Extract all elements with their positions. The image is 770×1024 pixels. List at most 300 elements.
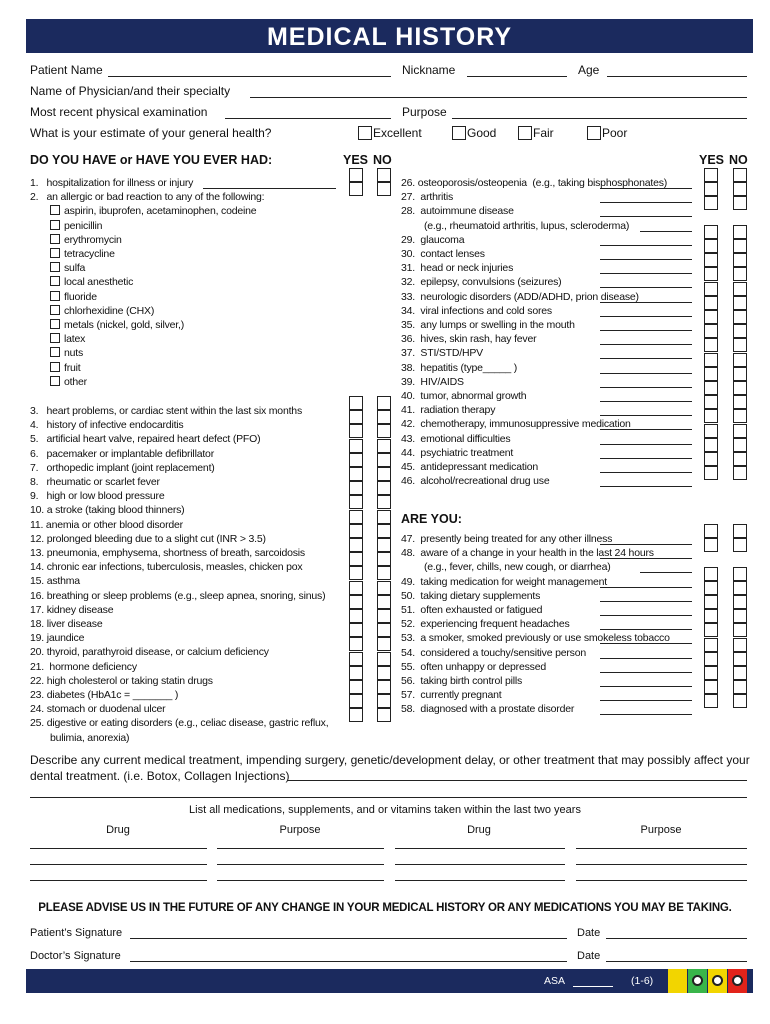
no-checkbox-right[interactable] [733, 609, 747, 623]
yes-checkbox-right[interactable] [704, 168, 718, 182]
item-line [640, 572, 692, 573]
yes-checkbox-15[interactable] [349, 566, 363, 580]
item-line [600, 429, 692, 430]
yes-checkbox-19[interactable] [349, 623, 363, 637]
yes-checkbox-5[interactable] [349, 424, 363, 438]
history-item-right: 37. STI/STD/HPV [401, 347, 483, 360]
advise-notice: PLEASE ADVISE US IN THE FUTURE OF ANY CHANGE IN YOUR MEDICAL HISTORY OR ANY MEDICATIONS YOU MAY BE TAKING. [38, 902, 732, 914]
no-checkbox-right[interactable] [733, 324, 747, 338]
yes-checkbox-right[interactable] [704, 638, 718, 652]
no-checkbox-6[interactable] [377, 439, 391, 453]
yes-checkbox-right[interactable] [704, 182, 718, 196]
col-drug-1: Drug [106, 824, 130, 836]
item-line [600, 245, 692, 246]
allergy-checkbox[interactable] [50, 205, 60, 215]
page-title: MEDICAL HISTORY [26, 19, 753, 53]
no-checkbox-19[interactable] [377, 623, 391, 637]
asa-label: ASA [544, 975, 566, 987]
item-line [600, 188, 692, 189]
no-checkbox-4[interactable] [377, 410, 391, 424]
no-checkbox-right[interactable] [733, 524, 747, 538]
no-checkbox-right[interactable] [733, 438, 747, 452]
yes-checkbox-right[interactable] [704, 296, 718, 310]
item-line [600, 587, 692, 588]
yes-checkbox-23[interactable] [349, 680, 363, 694]
no-checkbox-right[interactable] [733, 182, 747, 196]
no-checkbox-20[interactable] [377, 637, 391, 651]
medication-field[interactable] [217, 880, 384, 881]
yes-checkbox-18[interactable] [349, 609, 363, 623]
asa-range: (1-6) [631, 975, 654, 987]
yes-checkbox-right[interactable] [704, 367, 718, 381]
history-item-25: 25. digestive or eating disorders (e.g., celiac disease, gastric reflux, [30, 717, 329, 730]
no-checkbox-13[interactable] [377, 538, 391, 552]
item-line [600, 415, 692, 416]
item-line [600, 259, 692, 260]
yes-checkbox-right[interactable] [704, 623, 718, 637]
allergy-checkbox[interactable] [50, 362, 60, 372]
history-item-13: 13. pneumonia, emphysema, shortness of breath, sarcoidosis [30, 547, 305, 559]
item-line [600, 330, 692, 331]
allergy-label: fruit [64, 361, 81, 374]
history-item-right: 58. diagnosed with a prostate disorder [401, 703, 575, 716]
no-checkbox-right[interactable] [733, 638, 747, 652]
no-checkbox-right[interactable] [733, 282, 747, 296]
allergy-label: penicillin [64, 219, 103, 232]
allergy-checkbox[interactable] [50, 234, 60, 244]
history-item-15: 15. asthma [30, 575, 80, 588]
item-line [600, 273, 692, 274]
nickname-label: Nickname [402, 63, 456, 77]
describe-field-1[interactable] [287, 780, 747, 781]
history-item-25-cont: bulimia, anorexia) [50, 731, 130, 744]
history-heading: DO YOU HAVE or HAVE YOU EVER HAD: [30, 153, 273, 167]
no-checkbox-right[interactable] [733, 680, 747, 694]
history-item-right: (e.g., rheumatoid arthritis, lupus, scleroderma) [424, 219, 630, 232]
no-header-left: NO [373, 153, 392, 167]
patient-name-field[interactable] [108, 76, 391, 77]
item-line [600, 714, 692, 715]
item-line [600, 472, 692, 473]
asa-color-swatch [668, 969, 687, 993]
item-line [600, 615, 692, 616]
history-item-4: 4. history of infective endocarditis [30, 419, 184, 432]
history-item-right: 26. osteoporosis/osteopenia (e.g., taking bisphosphonates) [401, 177, 668, 189]
item-line [600, 643, 692, 644]
no-checkbox-11[interactable] [377, 510, 391, 524]
medication-field[interactable] [576, 848, 747, 849]
yes-checkbox-right[interactable] [704, 666, 718, 680]
history-item-right: 32. epilepsy, convulsions (seizures) [401, 276, 562, 289]
yes-checkbox-7[interactable] [349, 453, 363, 467]
allergy-checkbox[interactable] [50, 248, 60, 258]
history-item-22: 22. high cholesterol or taking statin drugs [30, 674, 213, 687]
asa-circle-option[interactable] [692, 975, 703, 986]
history-item-3: 3. heart problems, or cardiac stent within the last six months [30, 405, 302, 417]
no-checkbox-right[interactable] [733, 538, 747, 552]
history-item-right: 53. a smoker, smoked previously or use smokeless tobacco [401, 632, 670, 645]
patient-signature-field[interactable] [130, 938, 567, 939]
item-line [600, 344, 692, 345]
patient-date-field[interactable] [606, 938, 747, 939]
yes-checkbox-right[interactable] [704, 395, 718, 409]
history-item-9: 9. high or low blood pressure [30, 490, 165, 503]
yes-checkbox-2[interactable] [349, 182, 363, 196]
exam-field[interactable] [225, 118, 391, 119]
no-checkbox-right[interactable] [733, 253, 747, 267]
item-line [600, 202, 692, 203]
history-item-8: 8. rheumatic or scarlet fever [30, 476, 160, 488]
item-line [600, 387, 692, 388]
no-header-right: NO [729, 153, 748, 167]
purpose-label: Purpose [402, 105, 447, 119]
yes-header-right: YES [699, 153, 725, 167]
history-item-12: 12. prolonged bleeding due to a slight cut (INR > 3.5) [30, 532, 266, 545]
no-checkbox-23[interactable] [377, 680, 391, 694]
item-line [600, 373, 692, 374]
yes-checkbox-right[interactable] [704, 310, 718, 324]
patient-date-label: Date [577, 927, 601, 939]
no-checkbox-2[interactable] [377, 182, 391, 196]
history-item-right: 51. often exhausted or fatigued [401, 604, 543, 616]
allergy-checkbox[interactable] [50, 291, 60, 301]
yes-checkbox-right[interactable] [704, 694, 718, 708]
history-item-11: 11. anemia or other blood disorder [30, 518, 183, 531]
yes-checkbox-25[interactable] [349, 708, 363, 722]
item-line [600, 558, 692, 559]
patient-signature-label: Patient’s Signature [30, 927, 123, 939]
no-checkbox-right[interactable] [733, 196, 747, 210]
yes-checkbox-right[interactable] [704, 409, 718, 423]
history-item-right: 55. often unhappy or depressed [401, 660, 546, 673]
no-checkbox-18[interactable] [377, 609, 391, 623]
yes-checkbox-right[interactable] [704, 652, 718, 666]
item-line [600, 358, 692, 359]
no-checkbox-right[interactable] [733, 168, 747, 182]
yes-checkbox-16[interactable] [349, 581, 363, 595]
history-item-right: 39. HIV/AIDS [401, 375, 464, 388]
describe-line2: dental treatment. (i.e. Botox, Collagen Injections) [30, 769, 290, 783]
history-item-right: 33. neurologic disorders (ADD/ADHD, prion disease) [401, 290, 639, 303]
yes-checkbox-right[interactable] [704, 581, 718, 595]
no-checkbox-right[interactable] [733, 338, 747, 352]
asa-field[interactable] [573, 986, 613, 987]
health-excellent-label: Excellent [373, 126, 422, 140]
yes-checkbox-right[interactable] [704, 196, 718, 210]
history-item-right: 34. viral infections and cold sores [401, 304, 552, 317]
age-field[interactable] [607, 76, 747, 77]
history-item-right: 27. arthritis [401, 191, 454, 204]
yes-checkbox-right[interactable] [704, 680, 718, 694]
history-item-right: 31. head or neck injuries [401, 262, 514, 275]
no-checkbox-24[interactable] [377, 694, 391, 708]
allergy-checkbox[interactable] [50, 220, 60, 230]
yes-checkbox-right[interactable] [704, 466, 718, 480]
health-label: What is your estimate of your general health? [30, 126, 272, 140]
no-checkbox-22[interactable] [377, 666, 391, 680]
no-checkbox-15[interactable] [377, 566, 391, 580]
no-checkbox-right[interactable] [733, 567, 747, 581]
yes-checkbox-right[interactable] [704, 324, 718, 338]
medication-field[interactable] [30, 864, 207, 865]
allergy-checkbox[interactable] [50, 262, 60, 272]
history-item-right: 42. chemotherapy, immunosuppressive medication [401, 418, 631, 431]
no-checkbox-1[interactable] [377, 168, 391, 182]
no-checkbox-right[interactable] [733, 310, 747, 324]
yes-checkbox-1[interactable] [349, 168, 363, 182]
history-item-right: 44. psychiatric treatment [401, 446, 514, 459]
medication-field[interactable] [217, 864, 384, 865]
history-item-right: 50. taking dietary supplements [401, 589, 541, 602]
age-label: Age [578, 63, 600, 77]
no-checkbox-7[interactable] [377, 453, 391, 467]
item-line [600, 672, 692, 673]
yes-checkbox-right[interactable] [704, 239, 718, 253]
history-item-18: 18. liver disease [30, 618, 103, 630]
no-checkbox-25[interactable] [377, 708, 391, 722]
yes-checkbox-right[interactable] [704, 267, 718, 281]
purpose-field[interactable] [452, 118, 747, 119]
yes-checkbox-3[interactable] [349, 396, 363, 410]
doctor-date-field[interactable] [606, 961, 747, 962]
medication-field[interactable] [30, 848, 207, 849]
no-checkbox-right[interactable] [733, 395, 747, 409]
health-poor-checkbox[interactable] [587, 126, 601, 140]
col-drug-2: Drug [467, 824, 491, 836]
item-line [600, 316, 692, 317]
item-line [600, 601, 692, 602]
history-item-right: 29. glaucoma [401, 233, 465, 246]
describe-field-2[interactable] [30, 797, 747, 798]
yes-header-left: YES [343, 153, 369, 167]
item-line [600, 544, 692, 545]
allergy-label: tetracycline [64, 248, 115, 260]
no-checkbox-5[interactable] [377, 424, 391, 438]
history-item-5: 5. artificial heart valve, repaired heart defect (PFO) [30, 433, 261, 446]
item-line [600, 401, 692, 402]
history-item-right: 28. autoimmune disease [401, 205, 514, 218]
history-item-1: 1. hospitalization for illness or injury [30, 177, 194, 189]
medications-heading: List all medications, supplements, and or vitamins taken within the last two years [189, 804, 581, 816]
patient-name-label: Patient Name [30, 63, 103, 77]
medication-field[interactable] [30, 880, 207, 881]
allergy-label: erythromycin [64, 233, 122, 246]
history-item-23: 23. diabetes (HbA1c = _______ ) [30, 689, 179, 701]
health-fair-label: Fair [533, 126, 554, 140]
allergy-checkbox[interactable] [50, 347, 60, 357]
medication-field[interactable] [576, 864, 747, 865]
no-checkbox-right[interactable] [733, 652, 747, 666]
allergy-label: other [64, 375, 87, 388]
yes-checkbox-right[interactable] [704, 452, 718, 466]
yes-checkbox-8[interactable] [349, 467, 363, 481]
history-item-right: 43. emotional difficulties [401, 432, 511, 445]
health-fair-checkbox[interactable] [518, 126, 532, 140]
no-checkbox-10[interactable] [377, 495, 391, 509]
physician-label: Name of Physician/and their specialty [30, 84, 231, 98]
asa-circle-option[interactable] [732, 975, 743, 986]
history-item-right: 41. radiation therapy [401, 404, 496, 417]
history-item-20: 20. thyroid, parathyroid disease, or calcium deficiency [30, 646, 269, 659]
yes-checkbox-10[interactable] [349, 495, 363, 509]
history-item-right: 46. alcohol/recreational drug use [401, 475, 550, 488]
yes-checkbox-21[interactable] [349, 652, 363, 666]
no-checkbox-right[interactable] [733, 466, 747, 480]
allergy-checkbox[interactable] [50, 305, 60, 315]
medication-field[interactable] [395, 848, 565, 849]
yes-checkbox-17[interactable] [349, 595, 363, 609]
doctor-signature-field[interactable] [130, 961, 567, 962]
yes-checkbox-9[interactable] [349, 481, 363, 495]
item-line [600, 700, 692, 701]
allergy-checkbox[interactable] [50, 276, 60, 286]
item-line [600, 287, 692, 288]
history-item-19: 19. jaundice [30, 632, 85, 645]
no-checkbox-right[interactable] [733, 239, 747, 253]
history-item-right: 30. contact lenses [401, 248, 485, 260]
history-item-6: 6. pacemaker or implantable defibrillator [30, 447, 214, 460]
no-checkbox-right[interactable] [733, 296, 747, 310]
history-item-7: 7. orthopedic implant (joint replacement) [30, 461, 215, 474]
no-checkbox-8[interactable] [377, 467, 391, 481]
no-checkbox-12[interactable] [377, 524, 391, 538]
health-excellent-checkbox[interactable] [358, 126, 372, 140]
yes-checkbox-24[interactable] [349, 694, 363, 708]
history-item-right: 35. any lumps or swelling in the mouth [401, 319, 575, 331]
yes-checkbox-right[interactable] [704, 424, 718, 438]
col-purpose-1: Purpose [279, 824, 321, 836]
footer-bar [26, 969, 753, 993]
yes-checkbox-right[interactable] [704, 253, 718, 267]
item-line [600, 686, 692, 687]
no-checkbox-right[interactable] [733, 581, 747, 595]
allergy-label: nuts [64, 347, 84, 360]
health-good-label: Good [467, 126, 497, 140]
history-item-right: 36. hives, skin rash, hay fever [401, 333, 537, 346]
no-checkbox-17[interactable] [377, 595, 391, 609]
physician-field[interactable] [250, 97, 747, 98]
no-checkbox-right[interactable] [733, 623, 747, 637]
item-line [600, 486, 692, 487]
history-item-right: 48. aware of a change in your health in the last 24 hours [401, 547, 654, 560]
yes-checkbox-12[interactable] [349, 524, 363, 538]
yes-checkbox-20[interactable] [349, 637, 363, 651]
history-item-right: 49. taking medication for weight management [401, 575, 607, 588]
history-item-right: 38. hepatitis (type_____ ) [401, 361, 518, 374]
allergy-label: metals (nickel, gold, silver,) [64, 319, 185, 331]
no-checkbox-3[interactable] [377, 396, 391, 410]
doctor-date-label: Date [577, 950, 601, 962]
allergy-label: chlorhexidine (CHX) [64, 304, 155, 317]
no-checkbox-right[interactable] [733, 367, 747, 381]
medication-field[interactable] [395, 880, 565, 881]
allergy-label: latex [64, 333, 86, 346]
allergy-checkbox[interactable] [50, 376, 60, 386]
no-checkbox-right[interactable] [733, 409, 747, 423]
history-item-16: 16. breathing or sleep problems (e.g., sleep apnea, snoring, sinus) [30, 589, 326, 602]
allergy-checkbox[interactable] [50, 333, 60, 343]
history-item-2: 2. an allergic or bad reaction to any of the following: [30, 191, 265, 204]
describe-line1: Describe any current medical treatment, impending surgery, genetic/development delay, or other treatment that may possibly affect your [30, 753, 750, 767]
nickname-field[interactable] [467, 76, 567, 77]
no-checkbox-21[interactable] [377, 652, 391, 666]
history-item-right: 57. currently pregnant [401, 689, 502, 702]
history-item-right: 45. antidepressant medication [401, 461, 539, 473]
medication-field[interactable] [217, 848, 384, 849]
history-item-14: 14. chronic ear infections, tuberculosis, measles, chicken pox [30, 561, 303, 574]
history-item-right: 54. considered a touchy/sensitive person [401, 646, 586, 659]
medication-field[interactable] [576, 880, 747, 881]
asa-circle-option[interactable] [712, 975, 723, 986]
yes-checkbox-right[interactable] [704, 595, 718, 609]
yes-checkbox-right[interactable] [704, 381, 718, 395]
no-checkbox-right[interactable] [733, 452, 747, 466]
health-good-checkbox[interactable] [452, 126, 466, 140]
history-item-21: 21. hormone deficiency [30, 660, 137, 673]
history-item-10: 10. a stroke (taking blood thinners) [30, 504, 185, 517]
yes-checkbox-right[interactable] [704, 567, 718, 581]
item-line [600, 444, 692, 445]
no-checkbox-right[interactable] [733, 666, 747, 680]
yes-checkbox-right[interactable] [704, 338, 718, 352]
health-poor-label: Poor [602, 126, 628, 140]
no-checkbox-right[interactable] [733, 424, 747, 438]
yes-checkbox-right[interactable] [704, 524, 718, 538]
yes-checkbox-right[interactable] [704, 225, 718, 239]
history-item-line [203, 188, 336, 189]
allergy-label: local anesthetic [64, 276, 134, 289]
yes-checkbox-right[interactable] [704, 538, 718, 552]
no-checkbox-right[interactable] [733, 381, 747, 395]
history-item-right: 52. experiencing frequent headaches [401, 618, 570, 631]
yes-checkbox-6[interactable] [349, 439, 363, 453]
yes-checkbox-4[interactable] [349, 410, 363, 424]
history-item-right: (e.g., fever, chills, new cough, or diarrhea) [424, 561, 611, 574]
history-item-17: 17. kidney disease [30, 603, 114, 616]
history-item-24: 24. stomach or duodenal ulcer [30, 703, 166, 716]
allergy-checkbox[interactable] [50, 319, 60, 329]
no-checkbox-right[interactable] [733, 353, 747, 367]
no-checkbox-right[interactable] [733, 267, 747, 281]
allergy-label: fluoride [64, 290, 97, 303]
item-line [600, 629, 692, 630]
no-checkbox-9[interactable] [377, 481, 391, 495]
yes-checkbox-22[interactable] [349, 666, 363, 680]
no-checkbox-14[interactable] [377, 552, 391, 566]
yes-checkbox-13[interactable] [349, 538, 363, 552]
yes-checkbox-right[interactable] [704, 353, 718, 367]
item-line [600, 658, 692, 659]
history-item-right: 56. taking birth control pills [401, 675, 523, 687]
are-you-heading: ARE YOU: [401, 512, 462, 526]
item-line [600, 458, 692, 459]
history-item-right: 40. tumor, abnormal growth [401, 390, 527, 402]
yes-checkbox-14[interactable] [349, 552, 363, 566]
medication-field[interactable] [395, 864, 565, 865]
allergy-label: sulfa [64, 262, 86, 275]
yes-checkbox-right[interactable] [704, 438, 718, 452]
no-checkbox-right[interactable] [733, 595, 747, 609]
yes-checkbox-right[interactable] [704, 282, 718, 296]
yes-checkbox-11[interactable] [349, 510, 363, 524]
no-checkbox-16[interactable] [377, 581, 391, 595]
no-checkbox-right[interactable] [733, 694, 747, 708]
doctor-signature-label: Doctor’s Signature [30, 950, 121, 962]
no-checkbox-right[interactable] [733, 225, 747, 239]
col-purpose-2: Purpose [640, 824, 682, 836]
allergy-label: aspirin, ibuprofen, acetaminophen, codeine [64, 205, 257, 218]
yes-checkbox-right[interactable] [704, 609, 718, 623]
